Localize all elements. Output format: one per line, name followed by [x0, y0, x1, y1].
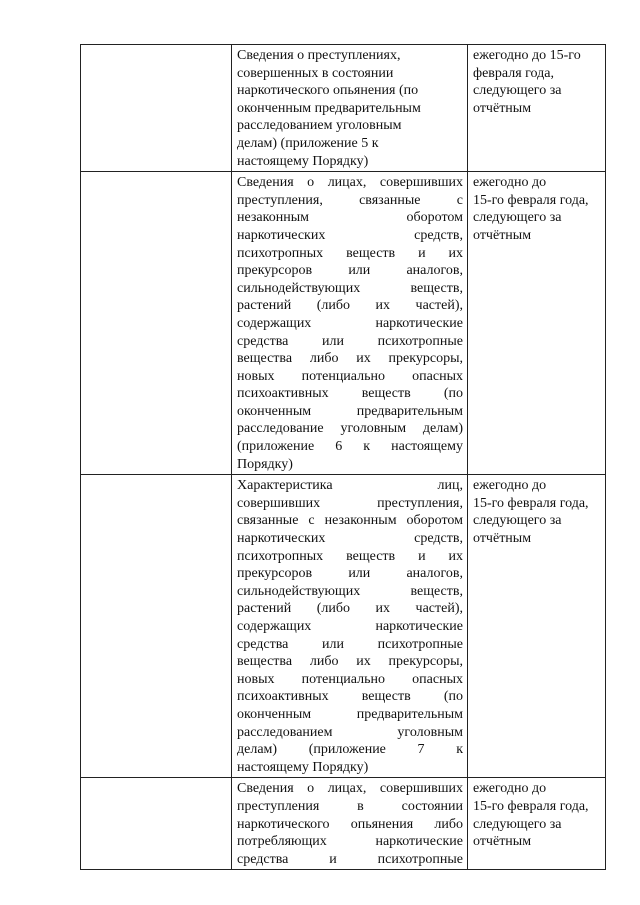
text-line: новых потенциально опасных — [237, 368, 463, 384]
text-line: потребляющих наркотические — [237, 834, 463, 850]
text-line: расследованием уголовным — [237, 724, 463, 740]
empty-cell — [81, 45, 232, 172]
text-line: следующего за — [473, 816, 562, 832]
text-line: преступления в состоянии — [237, 798, 463, 814]
text-line: Характеристика лиц, — [237, 478, 463, 494]
text-line: отчётным — [473, 834, 532, 850]
text-line: 15-го февраля года, — [473, 798, 589, 814]
text-line: вещества либо их прекурсоры, — [237, 654, 463, 670]
text-line: февраля года, — [473, 65, 554, 81]
text-line: психотропных веществ и их — [237, 245, 463, 261]
text-line: растений (либо их частей), — [237, 298, 463, 314]
text-line: новых потенциально опасных — [237, 671, 463, 687]
text-line: совершивших преступления, — [237, 495, 463, 511]
text-line: совершенных в состоянии — [237, 65, 394, 81]
text-line: средства или психотропные — [237, 636, 463, 652]
report-description — [232, 778, 468, 870]
text-line: преступления, связанные с — [237, 192, 463, 208]
text-line: настоящему Порядку) — [237, 153, 369, 169]
text-line: Порядку) — [237, 456, 293, 472]
report-deadline — [468, 45, 606, 172]
text-line: ежегодно до — [473, 478, 547, 494]
text-line: Сведения о преступлениях, — [237, 48, 401, 63]
report-description — [232, 475, 468, 778]
reporting-table — [80, 44, 606, 870]
text-line: растений (либо их частей), — [237, 601, 463, 617]
text-line: психотропных веществ и их — [237, 548, 463, 564]
text-line: ежегодно до — [473, 781, 547, 797]
text-line: незаконным оборотом — [237, 210, 463, 226]
text-line: наркотических средств, — [237, 227, 463, 243]
text-line: расследование уголовным делам) — [237, 421, 463, 437]
text-line: психоактивных веществ (по — [237, 689, 463, 705]
text-line: следующего за — [473, 83, 562, 99]
text-line: делам) (приложение 7 к — [237, 742, 463, 758]
text-line: средства и психотропные — [237, 851, 463, 867]
text-line: следующего за — [473, 210, 562, 226]
report-deadline — [468, 172, 606, 475]
text-line: прекурсоров или аналогов, — [237, 566, 463, 582]
table-row — [81, 172, 606, 475]
text-line: ежегодно до — [473, 175, 547, 191]
text-line: наркотического опьянения либо — [237, 816, 463, 832]
text-line: наркотического опьянения (по — [237, 83, 419, 99]
text-line: отчётным — [473, 227, 532, 243]
table-row — [81, 475, 606, 778]
table-row — [81, 778, 606, 870]
text-line: сильнодействующих веществ, — [237, 583, 463, 599]
text-line: следующего за — [473, 513, 562, 529]
text-line: оконченным предварительным — [237, 706, 463, 722]
empty-cell — [81, 172, 232, 475]
report-deadline — [468, 475, 606, 778]
text-line: оконченным предварительным — [237, 100, 421, 116]
text-line: содержащих наркотические — [237, 315, 463, 331]
text-line: сильнодействующих веществ, — [237, 280, 463, 296]
report-description — [232, 172, 468, 475]
text-line: расследованием уголовным — [237, 118, 402, 134]
table-row — [81, 45, 606, 172]
text-line: (приложение 6 к настоящему — [237, 439, 463, 455]
report-description — [232, 45, 468, 172]
text-line: связанные с незаконным оборотом — [237, 513, 463, 529]
text-line: Сведения о лицах, совершивших — [237, 781, 463, 797]
text-line: делам) (приложение 5 к — [237, 135, 379, 151]
text-line: 15-го февраля года, — [473, 192, 589, 208]
text-line: прекурсоров или аналогов, — [237, 263, 463, 279]
text-line: оконченным предварительным — [237, 403, 463, 419]
empty-cell — [81, 475, 232, 778]
text-line: психоактивных веществ (по — [237, 386, 463, 402]
empty-cell — [81, 778, 232, 870]
text-line: 15-го февраля года, — [473, 495, 589, 511]
text-line: ежегодно до 15-го — [473, 48, 581, 63]
text-line: Сведения о лицах, совершивших — [237, 175, 463, 191]
text-line: отчётным — [473, 531, 532, 547]
text-line: отчётным — [473, 100, 532, 116]
text-line: средства или психотропные — [237, 333, 463, 349]
report-deadline — [468, 778, 606, 870]
text-line: вещества либо их прекурсоры, — [237, 351, 463, 367]
text-line: содержащих наркотические — [237, 619, 463, 634]
text-line: наркотических средств, — [237, 531, 463, 547]
text-line: настоящему Порядку) — [237, 759, 369, 775]
